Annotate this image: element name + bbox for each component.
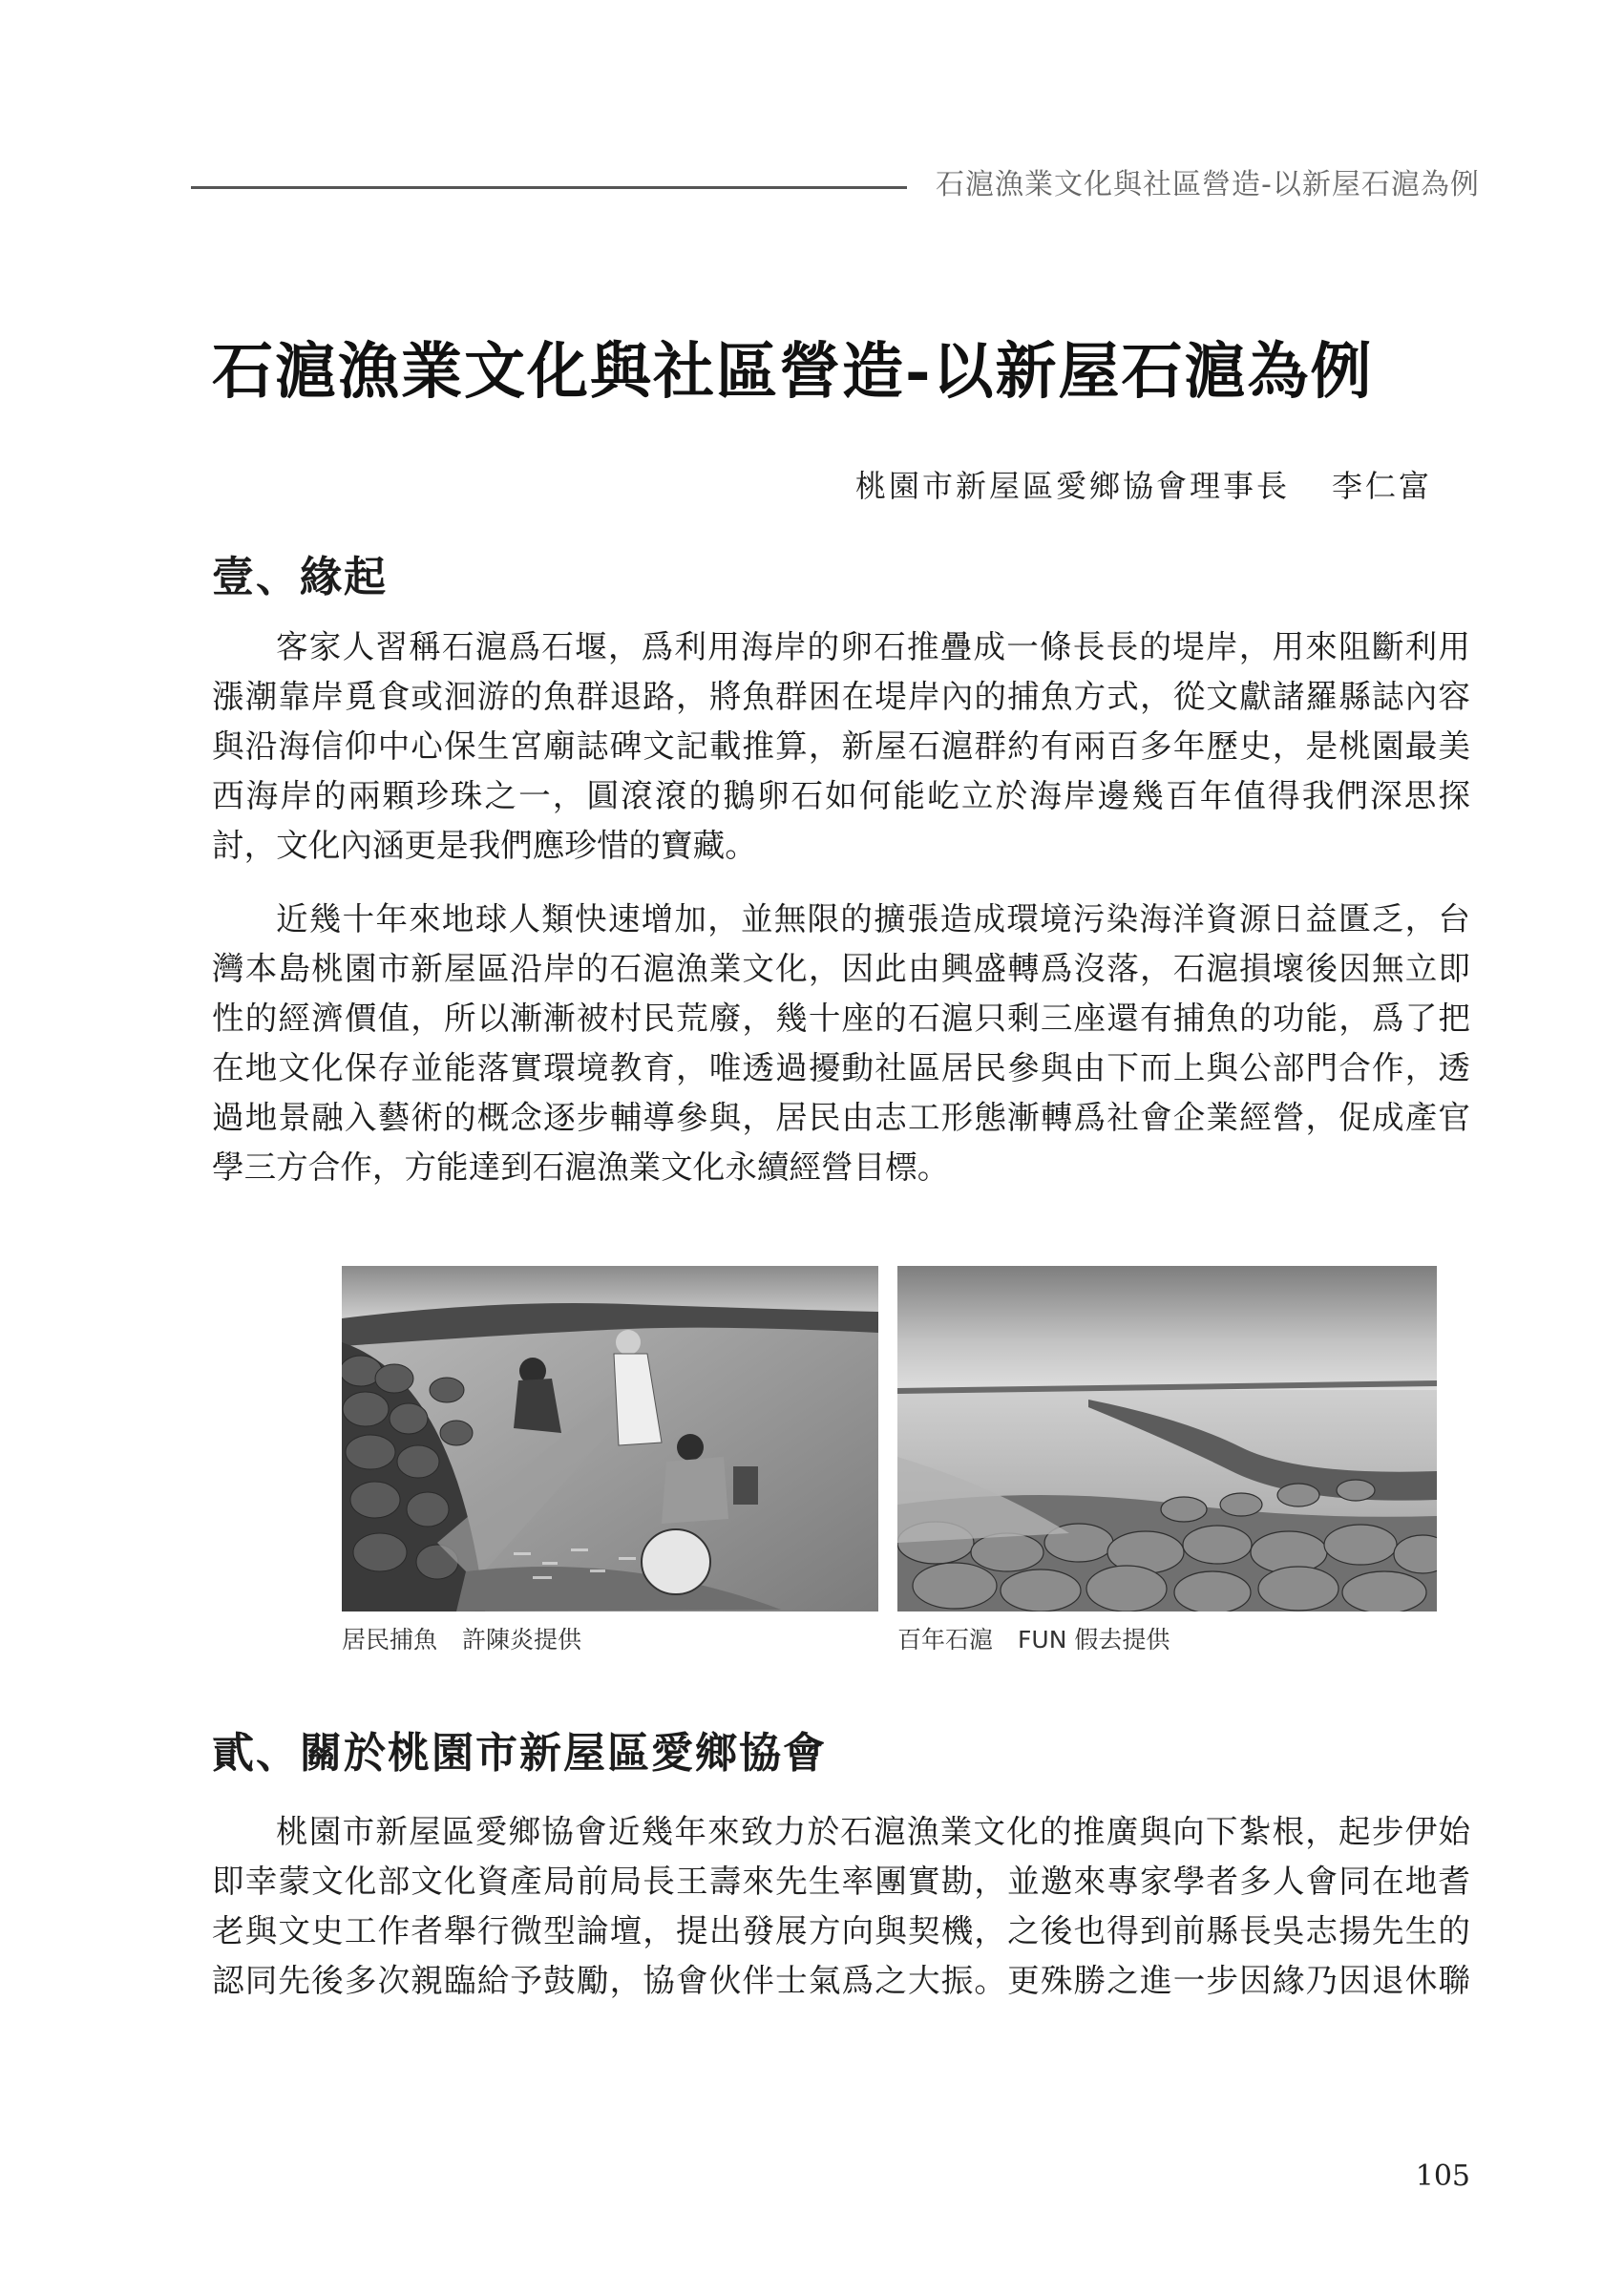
paragraph: [212, 895, 1470, 1192]
running-header: 石滬漁業文化與社區營造-以新屋石滬為例: [936, 168, 1480, 201]
page-number: 105: [1415, 2159, 1470, 2193]
paragraph: [212, 622, 1470, 871]
header-rule: [191, 186, 907, 189]
caption-title: 居民捕魚: [342, 1626, 438, 1654]
text-line: 在地文化保存並能落實環境教育，唯透過擾動社區居民參與由下而上與公部門合作，透: [212, 1049, 1470, 1086]
text-line: 討，文化內涵更是我們應珍惜的寶藏。: [212, 827, 757, 864]
section-heading-association: 貳、關於桃園市新屋區愛鄉協會: [212, 1729, 827, 1778]
author-line: [855, 462, 1432, 506]
text-line: 性的經濟價值，所以漸漸被村民荒廢，幾十座的石滬只剩三座還有捕魚的功能，爲了把: [212, 1000, 1470, 1037]
text-line: 西海岸的兩顆珍珠之一，圓滾滾的鵝卵石如何能屹立於海岸邊幾百年值得我們深思探: [212, 777, 1470, 814]
author-affiliation: 桃園市新屋區愛鄉協會理事長: [854, 468, 1290, 504]
text-line: 即幸蒙文化部文化資產局前局長王壽來先生率團實勘，並邀來專家學者多人會同在地耆: [212, 1863, 1470, 1900]
photo-residents-fishing-image: [342, 1266, 878, 1611]
text-line: 學三方合作，方能達到石滬漁業文化永續經營目標。: [212, 1148, 950, 1186]
text-line: 老與文史工作者舉行微型論壇，提出發展方向與契機，之後也得到前縣長吳志揚先生的: [212, 1912, 1470, 1949]
photo-caption: [342, 1621, 581, 1655]
caption-credit: 許陳炎提供: [462, 1626, 582, 1654]
text-line: 灣本島桃園市新屋區沿岸的石滬漁業文化，因此由興盛轉爲沒落，石滬損壞後因無立即: [212, 950, 1470, 987]
photo-stone-weir: [897, 1266, 1437, 1611]
text-line: 桃園市新屋區愛鄉協會近幾年來致力於石滬漁業文化的推廣與向下紮根，起步伊始: [276, 1813, 1470, 1850]
caption-title: 百年石滬: [897, 1626, 994, 1654]
text-line: 客家人習稱石滬爲石堰，爲利用海岸的卵石推疊成一條長長的堤岸，用來阻斷利用: [276, 628, 1470, 665]
text-line: 漲潮靠岸覓食或洄游的魚群退路，將魚群困在堤岸內的捕魚方式，從文獻諸羅縣誌內容: [212, 678, 1470, 715]
author-name: 李仁富: [1331, 468, 1432, 504]
paragraph: [212, 1807, 1470, 2006]
text-line: 認同先後多次親臨給予鼓勵，協會伙伴士氣爲之大振。更殊勝之進一步因緣乃因退休聯: [212, 1962, 1470, 1999]
photo-residents-fishing: [342, 1266, 878, 1611]
section-heading-origin: 壹、緣起: [212, 553, 388, 601]
text-line: 近幾十年來地球人類快速增加，並無限的擴張造成環境污染海洋資源日益匱乏，台: [276, 900, 1470, 937]
photo-caption: [897, 1621, 1170, 1655]
photo-stone-weir-image: [897, 1266, 1437, 1611]
text-line: 過地景融入藝術的概念逐步輔導參與，居民由志工形態漸轉爲社會企業經營，促成產官: [212, 1099, 1470, 1136]
text-line: 與沿海信仰中心保生宮廟誌碑文記載推算，新屋石滬群約有兩百多年歷史，是桃園最美: [212, 727, 1470, 765]
article-title: 石滬漁業文化與社區營造-以新屋石滬為例: [212, 336, 1374, 408]
caption-credit: FUN 假去提供: [1018, 1626, 1170, 1654]
